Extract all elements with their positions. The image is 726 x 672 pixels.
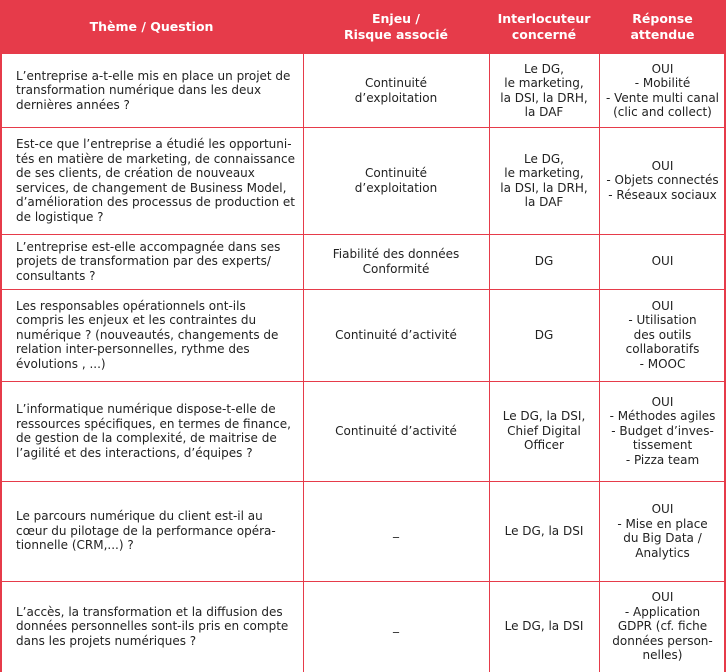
question-cell: Les responsables opérationnels ont-ils compris les enjeux et les contraintes du numérique ? (nouveautés, changements de relation inter-personnelles, rythme des évolutions , ...) xyxy=(16,298,279,371)
table-row xyxy=(0,581,726,672)
row-divider xyxy=(0,127,726,128)
table-row xyxy=(0,127,726,234)
interlocuteur-cell: DG xyxy=(534,254,554,269)
enjeu-cell: Continuité d’exploitation xyxy=(354,166,438,195)
row-divider xyxy=(0,289,726,290)
enjeu-cell: Fiabilité des données Conformité xyxy=(332,247,460,276)
header-reponse: Réponse attendue xyxy=(630,11,695,42)
question-cell: L’entreprise a-t-elle mis en place un projet de transformation numérique dans les deux dernières années ? xyxy=(16,68,291,112)
reponse-cell: OUI - Mobilité - Vente multi canal (clic and collect) xyxy=(605,61,720,119)
reponse-cell: OUI - Méthodes agiles - Budget d’inves- tissement - Pizza team xyxy=(609,394,716,467)
column-divider xyxy=(599,54,600,672)
question-cell: L’entreprise est-elle accompagnée dans ses projets de transformation par des experts/ consultants ? xyxy=(16,239,281,283)
row-divider xyxy=(0,234,726,235)
interlocuteur-cell: Le DG, le marketing, la DSI, la DRH, la DAF xyxy=(500,151,588,209)
table-row xyxy=(0,381,726,481)
reponse-cell: OUI - Utilisation des outils collaboratifs - MOOC xyxy=(625,298,700,371)
enjeu-cell: Continuité d’activité xyxy=(335,423,457,438)
interlocuteur-cell: Le DG, la DSI xyxy=(504,523,584,538)
question-cell: Est-ce que l’entreprise a étudié les opportuni- tés en matière de marketing, de connaissance de ses clients, de création de nouveaux services, de changement de Business Model, d’amélioration des processus de production et de logistique ? xyxy=(16,137,295,224)
interlocuteur-cell: Le DG, le marketing, la DSI, la DRH, la DAF xyxy=(500,61,588,119)
interlocuteur-cell: Le DG, la DSI, Chief Digital Officer xyxy=(502,409,586,453)
reponse-cell: OUI xyxy=(651,254,674,269)
enjeu-cell: Continuité d’activité xyxy=(335,327,457,342)
reponse-cell: OUI - Objets connectés - Réseaux sociaux xyxy=(606,158,719,202)
row-divider xyxy=(0,381,726,382)
column-divider xyxy=(489,54,490,672)
reponse-cell: OUI - Application GDPR (cf. fiche données person- nelles) xyxy=(612,590,713,663)
question-cell: Le parcours numérique du client est-il au cœur du pilotage de la performance opéra- tionnelle (CRM,...) ? xyxy=(16,509,276,553)
enjeu-cell: Continuité d’exploitation xyxy=(354,76,438,105)
row-divider xyxy=(0,581,726,582)
header-interlocuteur: Interlocuteur concerné xyxy=(497,11,591,42)
enjeu-cell: _ xyxy=(393,619,399,634)
table-row xyxy=(0,481,726,581)
enjeu-cell: _ xyxy=(393,523,399,538)
table-row xyxy=(0,234,726,289)
interlocuteur-cell: DG xyxy=(534,327,554,342)
header-theme-question: Thème / Question xyxy=(89,19,214,34)
question-cell: L’accès, la transformation et la diffusion des données personnelles sont-ils pris en compte dans les projets numériques ? xyxy=(16,604,289,648)
table-row xyxy=(0,54,726,127)
reponse-cell: OUI - Mise en place du Big Data / Analytics xyxy=(617,502,708,560)
row-divider xyxy=(0,481,726,482)
column-divider xyxy=(303,54,304,672)
question-cell: L’informatique numérique dispose-t-elle de ressources spécifiques, en termes de finance, de gestion de la complexité, de maitrise de l’agilité et des interactions, d’équipes ? xyxy=(16,402,291,460)
table-header xyxy=(0,0,726,54)
header-enjeu: Enjeu / Risque associé xyxy=(343,11,449,42)
interlocuteur-cell: Le DG, la DSI xyxy=(504,619,584,634)
table-border-left xyxy=(0,0,2,672)
table-row xyxy=(0,289,726,381)
